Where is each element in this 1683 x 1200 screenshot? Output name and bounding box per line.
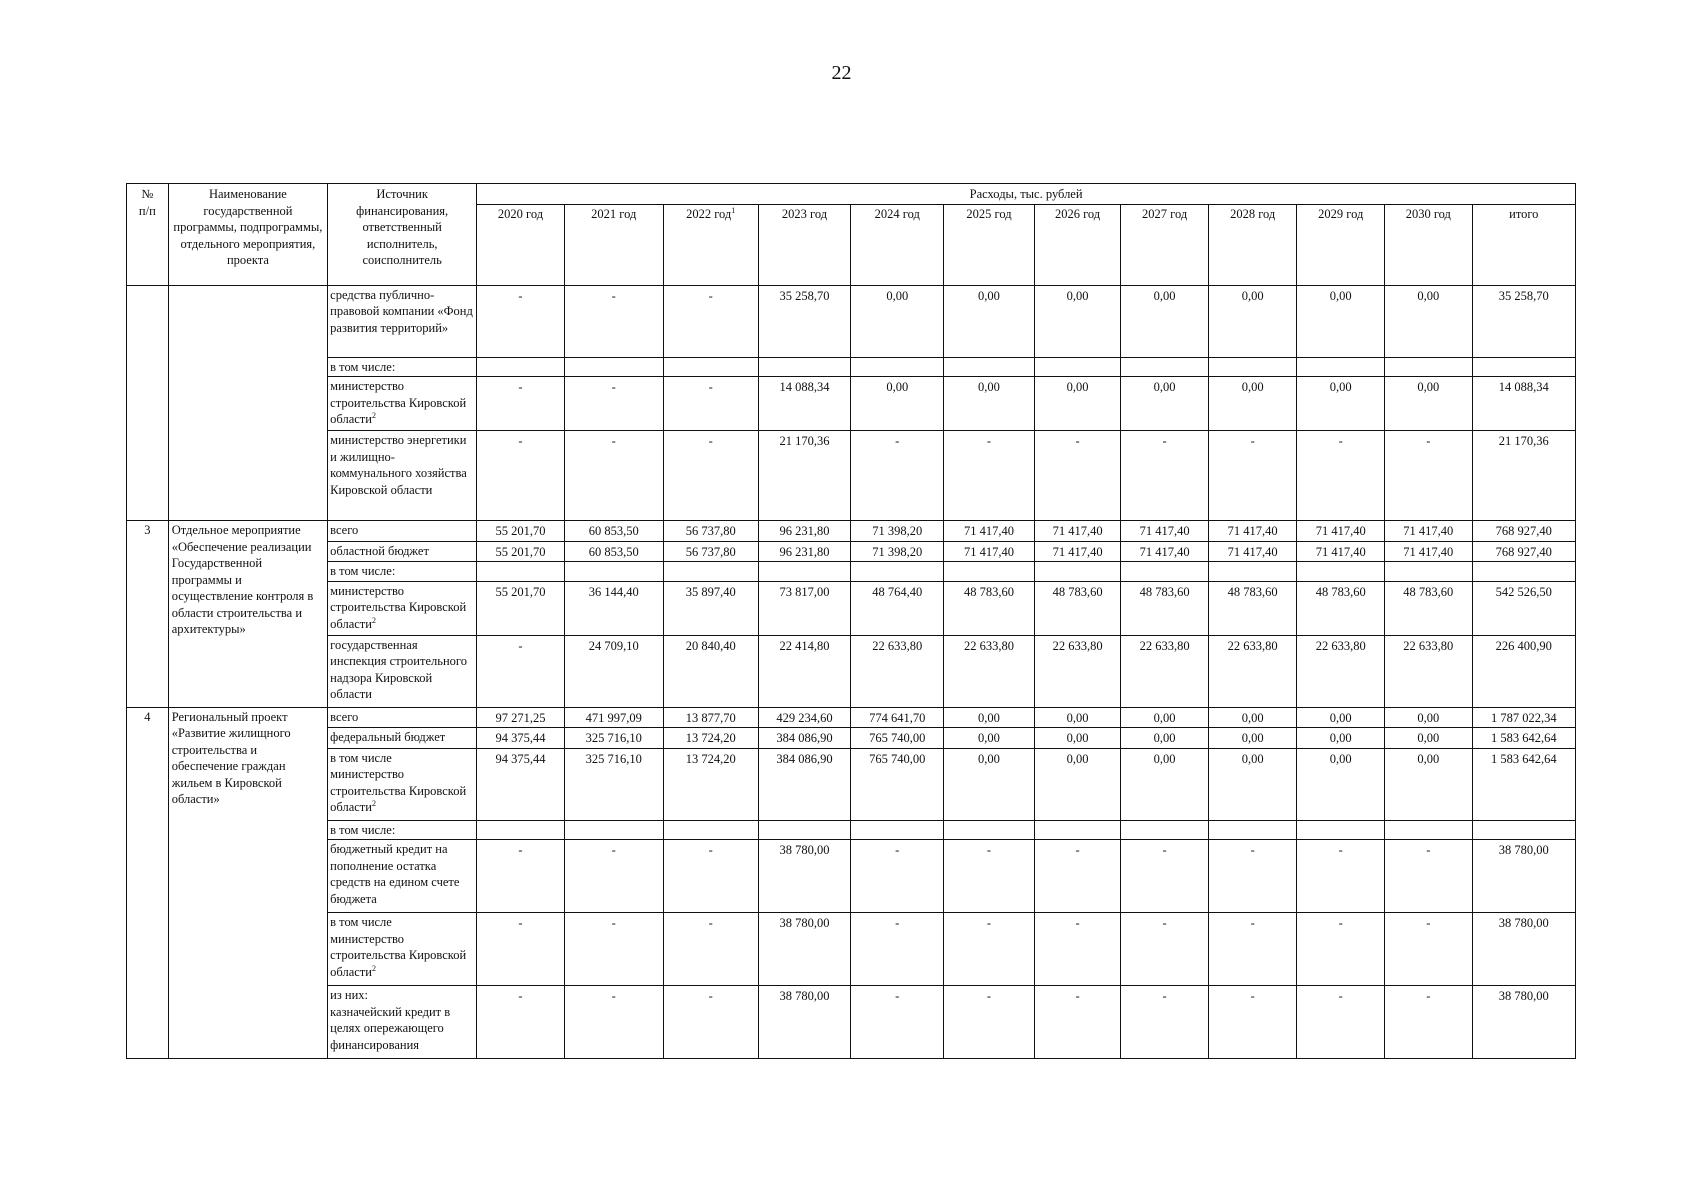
empty-cell	[1034, 820, 1121, 840]
empty-cell	[1385, 357, 1473, 377]
empty-cell	[758, 820, 851, 840]
value-cell: 94 375,44	[477, 748, 565, 820]
funding-source: всего	[328, 707, 477, 728]
value-cell: 384 086,90	[758, 728, 851, 749]
funding-source	[328, 986, 477, 1059]
value-cell: 14 088,34	[1472, 377, 1575, 431]
value-cell: 22 633,80	[1208, 635, 1297, 707]
header-row-1	[127, 184, 1576, 205]
value-cell: 71 417,40	[1034, 521, 1121, 542]
value-cell: 22 633,80	[1121, 635, 1209, 707]
funding-source-prefix: в том числе	[330, 915, 392, 929]
value-cell: 71 417,40	[1385, 521, 1473, 542]
value-cell: -	[663, 986, 758, 1059]
value-cell: 24 709,10	[564, 635, 663, 707]
value-cell: 325 716,10	[564, 728, 663, 749]
value-cell: -	[663, 285, 758, 357]
value-cell: 13 724,20	[663, 748, 758, 820]
col-header-year: 2030 год	[1385, 204, 1473, 285]
value-cell: -	[477, 635, 565, 707]
value-cell: 35 897,40	[663, 581, 758, 635]
value-cell: 48 783,60	[944, 581, 1035, 635]
table-row	[127, 431, 1576, 521]
value-cell: 71 417,40	[944, 541, 1035, 562]
row-name: Отдельное мероприятие «Обеспечение реализации Государственной программы и осуществление контроля в области строительства и архитектуры»	[168, 521, 327, 708]
value-cell: 0,00	[944, 748, 1035, 820]
empty-cell	[1385, 562, 1473, 582]
value-cell: -	[944, 986, 1035, 1059]
funding-source: бюджетный кредит на пополнение остатка средств на едином счете бюджета	[328, 840, 477, 913]
empty-cell	[1385, 820, 1473, 840]
value-cell: -	[1297, 986, 1385, 1059]
value-cell: 22 633,80	[851, 635, 944, 707]
value-cell: 97 271,25	[477, 707, 565, 728]
value-cell: 0,00	[1385, 728, 1473, 749]
value-cell: -	[564, 913, 663, 986]
value-cell: -	[1034, 913, 1121, 986]
value-cell: 0,00	[1297, 728, 1385, 749]
value-cell: 765 740,00	[851, 748, 944, 820]
value-cell: 0,00	[1121, 748, 1209, 820]
footnote-mark: 1	[731, 205, 736, 215]
value-cell: 0,00	[851, 285, 944, 357]
value-cell: -	[1121, 840, 1209, 913]
footnote-mark: 2	[371, 615, 376, 625]
value-cell: -	[944, 840, 1035, 913]
empty-cell	[564, 820, 663, 840]
value-cell: 0,00	[1034, 707, 1121, 728]
col-header-total: итого	[1472, 204, 1575, 285]
value-cell: 0,00	[1297, 285, 1385, 357]
empty-cell	[1208, 820, 1297, 840]
value-cell: -	[851, 431, 944, 521]
value-cell: 0,00	[1208, 728, 1297, 749]
value-cell: 21 170,36	[1472, 431, 1575, 521]
value-cell: 0,00	[1385, 707, 1473, 728]
value-cell: 0,00	[1385, 748, 1473, 820]
table-row	[127, 840, 1576, 913]
value-cell: 0,00	[1208, 707, 1297, 728]
value-cell: 36 144,40	[564, 581, 663, 635]
value-cell: 20 840,40	[663, 635, 758, 707]
value-cell: 0,00	[1297, 377, 1385, 431]
col-header-source: Источник финансирования, ответственный исполнитель, соисполнитель	[328, 184, 477, 286]
value-cell: 38 780,00	[758, 913, 851, 986]
value-cell: 48 783,60	[1297, 581, 1385, 635]
value-cell: 38 780,00	[1472, 840, 1575, 913]
col-header-year: 2024 год	[851, 204, 944, 285]
value-cell: 13 877,70	[663, 707, 758, 728]
value-cell: -	[663, 913, 758, 986]
col-header-year: 2026 год	[1034, 204, 1121, 285]
value-cell: 22 633,80	[1034, 635, 1121, 707]
value-cell: 0,00	[1034, 748, 1121, 820]
value-cell: 0,00	[1208, 285, 1297, 357]
funding-source-text: министерство строительства Кировской области	[330, 379, 467, 426]
value-cell: 56 737,80	[663, 521, 758, 542]
value-cell: -	[851, 986, 944, 1059]
empty-cell	[1121, 820, 1209, 840]
value-cell: 22 633,80	[1297, 635, 1385, 707]
table-row	[127, 986, 1576, 1059]
value-cell: -	[1034, 986, 1121, 1059]
value-cell: -	[1297, 913, 1385, 986]
row-name: Региональный проект «Развитие жилищного строительства и обеспечение граждан жильем в Кировской области»	[168, 707, 327, 1059]
empty-cell	[663, 820, 758, 840]
funding-source: федеральный бюджет	[328, 728, 477, 749]
value-cell: -	[564, 377, 663, 431]
value-cell: 71 417,40	[1297, 541, 1385, 562]
col-header-year	[663, 204, 758, 285]
funding-source: в том числе:	[328, 820, 477, 840]
empty-cell	[663, 357, 758, 377]
funding-source: средства публично-правовой компании «Фонд развития территорий»	[328, 285, 477, 357]
value-cell: 542 526,50	[1472, 581, 1575, 635]
value-cell: 55 201,70	[477, 581, 565, 635]
value-cell: -	[1208, 913, 1297, 986]
value-cell: 0,00	[1121, 285, 1209, 357]
value-cell: 35 258,70	[1472, 285, 1575, 357]
value-cell: 0,00	[944, 707, 1035, 728]
col-header-year: 2020 год	[477, 204, 565, 285]
value-cell: 384 086,90	[758, 748, 851, 820]
empty-cell	[1297, 357, 1385, 377]
row-index: 4	[127, 707, 169, 1059]
value-cell: 71 398,20	[851, 541, 944, 562]
empty-cell	[663, 562, 758, 582]
empty-cell	[1208, 562, 1297, 582]
empty-cell	[758, 562, 851, 582]
col-header-name: Наименование государственной программы, подпрограммы, отдельного мероприятия, проекта	[168, 184, 327, 286]
col-header-num: № п/п	[127, 184, 169, 286]
value-cell: -	[663, 431, 758, 521]
value-cell: -	[944, 431, 1035, 521]
table-row	[127, 820, 1576, 840]
value-cell: 774 641,70	[851, 707, 944, 728]
value-cell: 429 234,60	[758, 707, 851, 728]
empty-cell	[477, 562, 565, 582]
empty-cell	[1472, 357, 1575, 377]
empty-cell	[1472, 820, 1575, 840]
value-cell: -	[1385, 431, 1473, 521]
funding-source: министерство энергетики и жилищно-коммунального хозяйства Кировской области	[328, 431, 477, 521]
col-header-year: 2029 год	[1297, 204, 1385, 285]
value-cell: -	[1121, 913, 1209, 986]
table-row	[127, 707, 1576, 728]
value-cell: 768 927,40	[1472, 541, 1575, 562]
value-cell: 48 783,60	[1385, 581, 1473, 635]
empty-cell	[851, 562, 944, 582]
row-index	[127, 285, 169, 521]
value-cell: -	[1208, 840, 1297, 913]
value-cell: 48 783,60	[1034, 581, 1121, 635]
footnote-mark: 2	[371, 963, 376, 973]
value-cell: 96 231,80	[758, 521, 851, 542]
row-name	[168, 285, 327, 521]
value-cell: 71 417,40	[1208, 521, 1297, 542]
value-cell: -	[851, 913, 944, 986]
value-cell: -	[477, 913, 565, 986]
value-cell: -	[477, 431, 565, 521]
value-cell: 0,00	[1208, 377, 1297, 431]
value-cell: 55 201,70	[477, 521, 565, 542]
value-cell: -	[663, 377, 758, 431]
value-cell: 35 258,70	[758, 285, 851, 357]
value-cell: 22 633,80	[944, 635, 1035, 707]
funding-source-text: министерство строительства Кировской области	[330, 583, 467, 631]
value-cell: 0,00	[1385, 285, 1473, 357]
col-header-year: 2023 год	[758, 204, 851, 285]
empty-cell	[851, 820, 944, 840]
funding-source-text: министерство строительства Кировской области	[330, 767, 467, 814]
value-cell: 21 170,36	[758, 431, 851, 521]
value-cell: 768 927,40	[1472, 521, 1575, 542]
footnote-mark: 2	[371, 410, 376, 420]
value-cell: 38 780,00	[758, 840, 851, 913]
value-cell: 0,00	[1121, 707, 1209, 728]
value-cell: 471 997,09	[564, 707, 663, 728]
empty-cell	[944, 820, 1035, 840]
col-header-year: 2021 год	[564, 204, 663, 285]
value-cell: 1 787 022,34	[1472, 707, 1575, 728]
col-header-year: 2028 год	[1208, 204, 1297, 285]
value-cell: 71 417,40	[1121, 521, 1209, 542]
col-header-expenses: Расходы, тыс. рублей	[477, 184, 1576, 205]
value-cell: 0,00	[851, 377, 944, 431]
col-header-year: 2027 год	[1121, 204, 1209, 285]
empty-cell	[1034, 562, 1121, 582]
value-cell: -	[1208, 986, 1297, 1059]
funding-source-prefix: из них:	[330, 988, 369, 1002]
table-row	[127, 521, 1576, 542]
table-row	[127, 541, 1576, 562]
value-cell: -	[1121, 431, 1209, 521]
value-cell: 0,00	[1297, 707, 1385, 728]
col-header-year: 2025 год	[944, 204, 1035, 285]
value-cell: 94 375,44	[477, 728, 565, 749]
page-number: 22	[831, 62, 852, 84]
value-cell: -	[1034, 840, 1121, 913]
empty-cell	[1034, 357, 1121, 377]
value-cell: 71 417,40	[1208, 541, 1297, 562]
value-cell: 60 853,50	[564, 541, 663, 562]
value-cell: -	[1121, 986, 1209, 1059]
empty-cell	[1472, 562, 1575, 582]
value-cell: 22 414,80	[758, 635, 851, 707]
empty-cell	[944, 562, 1035, 582]
funding-source-prefix: в том числе	[330, 750, 392, 765]
value-cell: 0,00	[1034, 377, 1121, 431]
funding-source: всего	[328, 521, 477, 542]
value-cell: 13 724,20	[663, 728, 758, 749]
funding-source: государственная инспекция строительного надзора Кировской области	[328, 635, 477, 707]
financing-table	[126, 183, 1576, 1059]
value-cell: 38 780,00	[758, 986, 851, 1059]
value-cell: 0,00	[1121, 377, 1209, 431]
value-cell: 55 201,70	[477, 541, 565, 562]
value-cell: -	[1385, 986, 1473, 1059]
value-cell: 48 783,60	[1208, 581, 1297, 635]
funding-source-text: министерство строительства Кировской области	[330, 931, 467, 979]
value-cell: -	[477, 840, 565, 913]
value-cell: 71 417,40	[1034, 541, 1121, 562]
value-cell: 1 583 642,64	[1472, 728, 1575, 749]
value-cell: 71 417,40	[1385, 541, 1473, 562]
value-cell: -	[1385, 840, 1473, 913]
value-cell: 0,00	[1385, 377, 1473, 431]
year-2022-label: 2022 год	[686, 206, 732, 221]
funding-source-text: казначейский кредит в целях опережающего финансирования	[330, 1004, 451, 1052]
funding-source	[328, 377, 477, 431]
value-cell: -	[1208, 431, 1297, 521]
value-cell: 0,00	[944, 728, 1035, 749]
table-row	[127, 377, 1576, 431]
value-cell: -	[477, 285, 565, 357]
empty-cell	[564, 562, 663, 582]
funding-source	[328, 748, 477, 820]
value-cell: 71 417,40	[1297, 521, 1385, 542]
value-cell: 38 780,00	[1472, 986, 1575, 1059]
empty-cell	[1121, 357, 1209, 377]
value-cell: -	[851, 840, 944, 913]
value-cell: 14 088,34	[758, 377, 851, 431]
funding-source: областной бюджет	[328, 541, 477, 562]
value-cell: 0,00	[944, 377, 1035, 431]
table-row	[127, 728, 1576, 749]
value-cell: 325 716,10	[564, 748, 663, 820]
empty-cell	[1121, 562, 1209, 582]
empty-cell	[477, 820, 565, 840]
empty-cell	[944, 357, 1035, 377]
value-cell: -	[564, 285, 663, 357]
row-index: 3	[127, 521, 169, 708]
empty-cell	[1297, 820, 1385, 840]
value-cell: 0,00	[1208, 748, 1297, 820]
value-cell: 226 400,90	[1472, 635, 1575, 707]
table-row	[127, 562, 1576, 582]
value-cell: -	[564, 840, 663, 913]
value-cell: -	[564, 431, 663, 521]
table-row	[127, 635, 1576, 707]
value-cell: -	[663, 840, 758, 913]
value-cell: -	[1297, 431, 1385, 521]
value-cell: 765 740,00	[851, 728, 944, 749]
value-cell: 0,00	[1034, 285, 1121, 357]
table-row	[127, 913, 1576, 986]
value-cell: 48 764,40	[851, 581, 944, 635]
table-row	[127, 748, 1576, 820]
empty-cell	[1208, 357, 1297, 377]
value-cell: 71 398,20	[851, 521, 944, 542]
value-cell: 96 231,80	[758, 541, 851, 562]
value-cell: 0,00	[944, 285, 1035, 357]
value-cell: 71 417,40	[944, 521, 1035, 542]
funding-source	[328, 581, 477, 635]
empty-cell	[758, 357, 851, 377]
empty-cell	[564, 357, 663, 377]
empty-cell	[477, 357, 565, 377]
value-cell: 22 633,80	[1385, 635, 1473, 707]
funding-source: в том числе:	[328, 357, 477, 377]
value-cell: -	[477, 377, 565, 431]
value-cell: 71 417,40	[1121, 541, 1209, 562]
footnote-mark: 2	[371, 798, 376, 808]
table-row	[127, 581, 1576, 635]
value-cell: -	[477, 986, 565, 1059]
value-cell: 48 783,60	[1121, 581, 1209, 635]
value-cell: 56 737,80	[663, 541, 758, 562]
value-cell: 38 780,00	[1472, 913, 1575, 986]
value-cell: 1 583 642,64	[1472, 748, 1575, 820]
table-row	[127, 357, 1576, 377]
value-cell: 73 817,00	[758, 581, 851, 635]
value-cell: 0,00	[1297, 748, 1385, 820]
value-cell: -	[564, 986, 663, 1059]
funding-source: в том числе:	[328, 562, 477, 582]
empty-cell	[851, 357, 944, 377]
value-cell: 60 853,50	[564, 521, 663, 542]
value-cell: 0,00	[1121, 728, 1209, 749]
value-cell: -	[1034, 431, 1121, 521]
funding-source	[328, 913, 477, 986]
table-row	[127, 285, 1576, 357]
value-cell: 0,00	[1034, 728, 1121, 749]
value-cell: -	[1297, 840, 1385, 913]
value-cell: -	[944, 913, 1035, 986]
value-cell: -	[1385, 913, 1473, 986]
empty-cell	[1297, 562, 1385, 582]
